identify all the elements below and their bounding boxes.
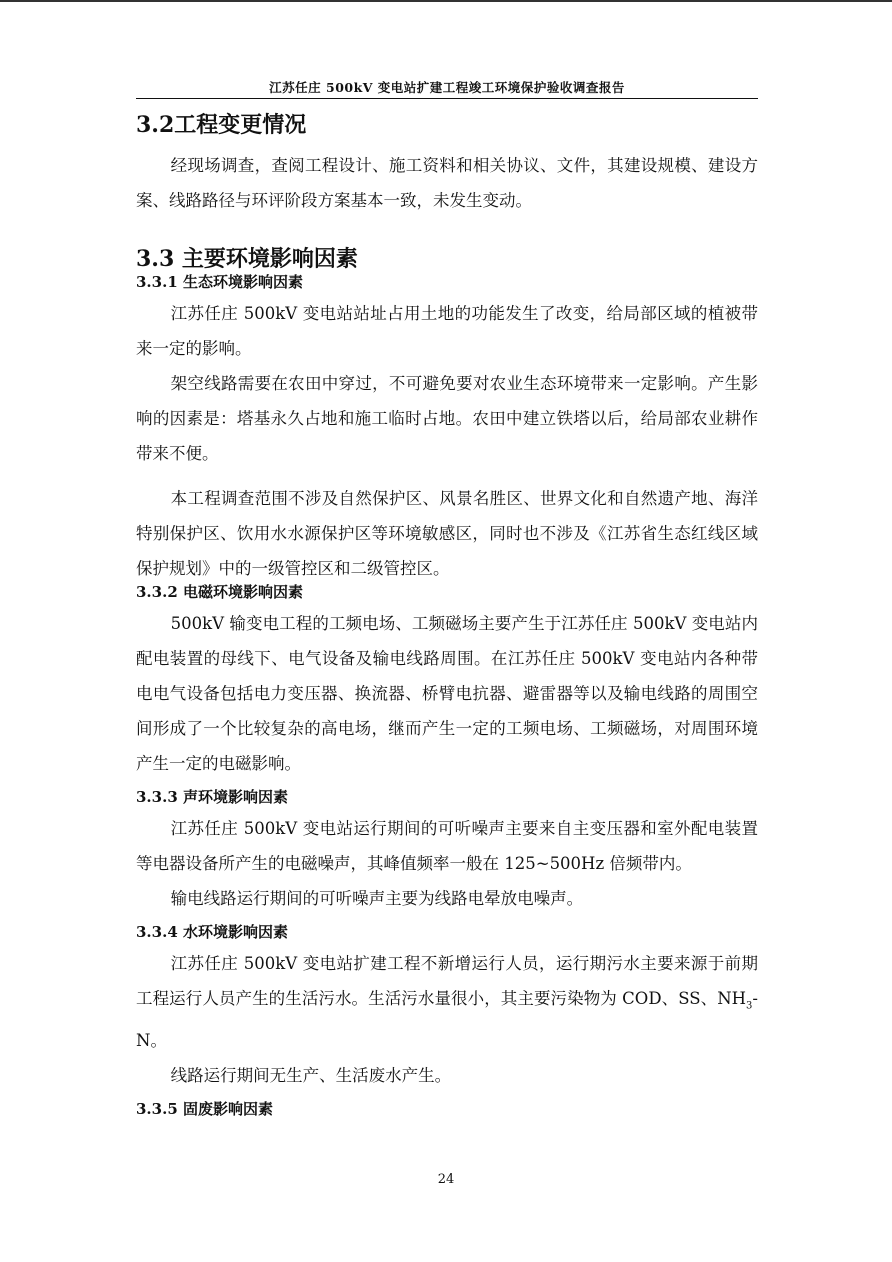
- section-3-3-4-paragraph-1: [136, 946, 758, 1058]
- page-body: [136, 106, 758, 1123]
- section-3-3-1-paragraph-3: 本工程调查范围不涉及自然保护区、风景名胜区、世界文化和自然遗产地、海洋特别保护区、饮用水水源保护区等环境敏感区，同时也不涉及《江苏省生态红线区域保护规划》中的一级管控区和二级管控区。: [136, 489, 758, 578]
- section-3-3-3-paragraph-2: 输电线路运行期间的可听噪声主要为线路电晕放电噪声。: [170, 889, 584, 908]
- subscript-text: 3: [746, 1000, 753, 1012]
- section-3-2-paragraph: 经现场调查，查阅工程设计、施工资料和相关协议、文件，其建设规模、建设方案、线路路径与环评阶段方案基本一致，未发生变动。: [136, 156, 758, 210]
- section-3-3-2-paragraph: 500kV 输变电工程的工频电场、工频磁场主要产生于江苏任庄 500kV 变电站内配电装置的母线下、电气设备及输电线路周围。在江苏任庄 500kV 变电站内各种带电电气设备包括电力变压器、换流器、桥臂电抗器、避雷器等以及输电线路的周围空间形成了一个比较复杂的高电场，继而产生一定的工频电场、工频磁场，对周围环境产生一定的电磁影响。: [136, 614, 758, 773]
- section-3-3-heading: 3.3 主要环境影响因素: [136, 246, 358, 272]
- header-rule: [136, 98, 758, 99]
- running-header: 江苏任庄 500kV 变电站扩建工程竣工环境保护验收调查报告: [269, 80, 625, 95]
- page-number: 24: [437, 1172, 455, 1187]
- section-3-3-4-heading: 3.3.4 水环境影响因素: [136, 923, 288, 941]
- section-3-3-2-heading: 3.3.2 电磁环境影响因素: [136, 583, 303, 601]
- section-3-3-1-paragraph-2: 架空线路需要在农田中穿过，不可避免要对农业生态环境带来一定影响。产生影响的因素是：塔基永久占地和施工临时占地。农田中建立铁塔以后，给局部农业耕作带来不便。: [136, 374, 758, 463]
- section-3-2-heading: 3.2工程变更情况: [136, 112, 307, 138]
- paragraph-text: 江苏任庄 500kV 变电站扩建工程不新增运行人员，运行期污水主要来源于前期工程运行人员产生的生活污水。生活污水量很小，其主要污染物为 COD、SS、NH: [136, 954, 758, 1008]
- section-3-3-5-heading: 3.3.5 固废影响因素: [136, 1100, 273, 1119]
- top-border: [0, 0, 892, 2]
- section-3-3-4-paragraph-2: 线路运行期间无生产、生活废水产生。: [170, 1066, 452, 1086]
- section-3-3-3-heading: 3.3.3 声环境影响因素: [136, 788, 288, 806]
- paragraph-text: -N。: [136, 989, 758, 1051]
- section-3-3-1-heading: 3.3.1 生态环境影响因素: [136, 273, 303, 291]
- section-3-3-1-paragraph-1: 江苏任庄 500kV 变电站站址占用土地的功能发生了改变，给局部区域的植被带来一定的影响。: [136, 304, 758, 358]
- section-3-3-3-paragraph-1: 江苏任庄 500kV 变电站运行期间的可听噪声主要来自主变压器和室外配电装置等电器设备所产生的电磁噪声，其峰值频率一般在 125~500Hz 倍频带内。: [136, 819, 758, 873]
